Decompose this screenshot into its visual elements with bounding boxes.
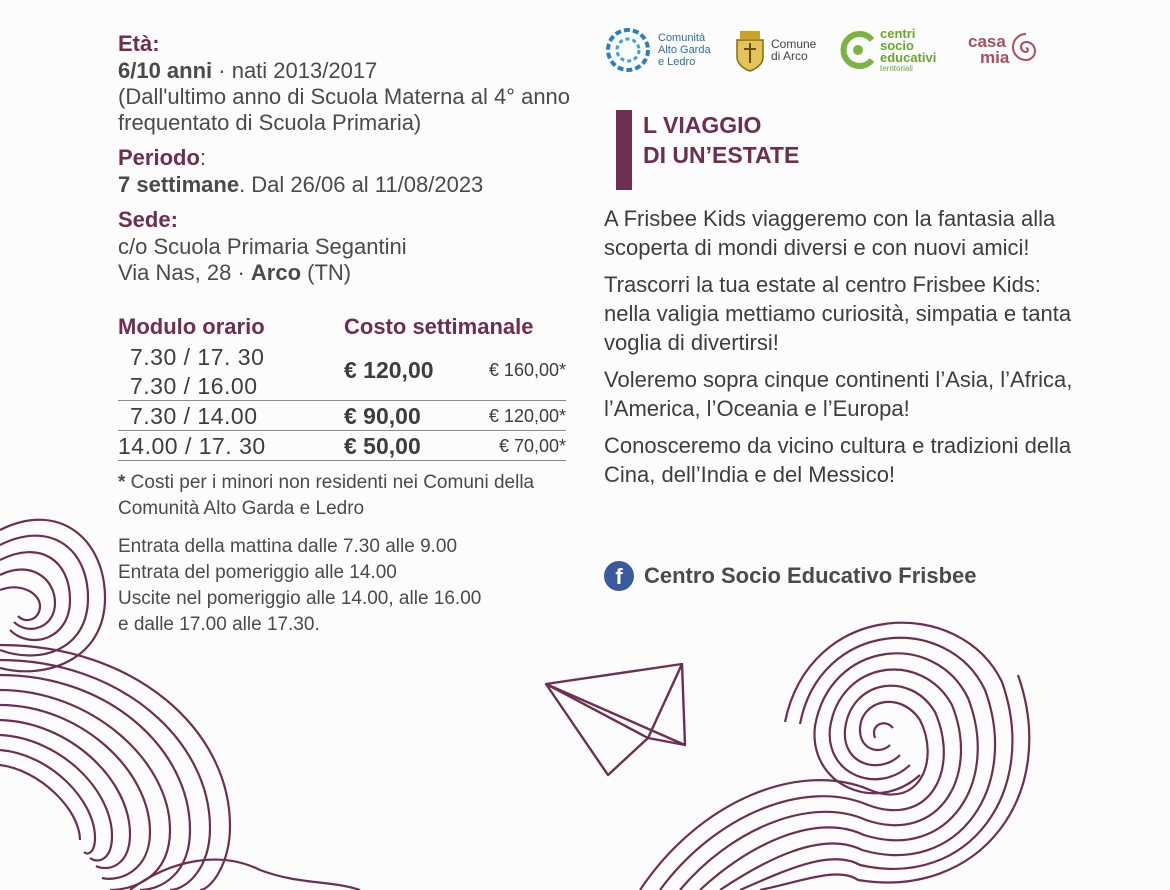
entry-time-line: Entrata del pomeriggio alle 14.00	[118, 562, 397, 583]
arco-logo	[733, 22, 816, 78]
age-block	[118, 30, 578, 136]
age-range: 6/10 anni	[118, 58, 213, 83]
birth-years: · nati 2013/2017	[212, 58, 378, 83]
paper-plane-icon	[546, 664, 685, 775]
period-dates: . Dal 26/06 al 11/08/2023	[239, 172, 484, 197]
comunita-line: Comunità	[658, 32, 706, 44]
venue-province: (TN)	[301, 260, 352, 285]
period-block	[118, 144, 578, 198]
left-top-swirl	[0, 520, 105, 672]
age-label: Età:	[118, 31, 160, 56]
heading-line: DI UN’ESTATE	[643, 142, 800, 168]
venue-block	[118, 206, 578, 286]
nonresident-price: € 70,00*	[498, 436, 566, 456]
nonresident-note	[118, 470, 558, 522]
col-header-time: Modulo orario	[118, 314, 265, 339]
entry-times	[118, 534, 558, 638]
venue-town: Arco	[250, 260, 302, 285]
centri-logo	[838, 22, 936, 78]
heading-line: L VIAGGIO	[643, 112, 762, 138]
centri-line: territoriali	[880, 63, 913, 73]
resident-price: € 120,00	[344, 357, 434, 383]
age-note: (Dall'ultimo anno di Scuola Materna al 4° anno frequentato di Scuola Primaria)	[118, 84, 571, 135]
snail-icon	[1009, 33, 1043, 67]
section-heading	[643, 110, 799, 170]
mia-word: mia	[980, 48, 1010, 67]
comune-line: di Arco	[771, 49, 808, 63]
table-row	[118, 431, 566, 461]
table-header	[118, 314, 566, 342]
description-paragraph: A Frisbee Kids viaggeremo con la fantasia alla scoperta di mondi diversi e con nuovi amici!	[604, 206, 1056, 260]
entry-time-line: e dalle 17.00 alle 17.30.	[118, 614, 320, 635]
period-label: Periodo	[118, 145, 200, 170]
resident-price: € 90,00	[344, 403, 421, 429]
description-paragraph: Voleremo sopra cinque continenti l’Asia, l’Africa, l’America, l’Oceania e l’Europa!	[604, 367, 1073, 421]
price-table	[118, 314, 566, 461]
time-slot: 7.30 / 17. 30	[130, 344, 265, 370]
table-row	[118, 401, 566, 431]
entry-time-line: Entrata della mattina dalle 7.30 alle 9.00	[118, 536, 458, 557]
right-swirl	[640, 623, 1029, 890]
casa-mia-logo	[968, 22, 1043, 78]
description-paragraph: Trascorri la tua estate al centro Frisbee Kids: nella valigia mettiamo curiosità, simpatia e tanta voglia di divertirsi!	[604, 272, 1072, 355]
arco-crest-icon	[733, 27, 767, 73]
venue-label: Sede:	[118, 207, 178, 232]
comune-line: Comune	[771, 37, 817, 51]
venue-school: c/o Scuola Primaria Segantini	[118, 234, 407, 259]
centri-line: educativi	[880, 49, 937, 65]
facebook-icon: f	[604, 561, 634, 591]
venue-street: Via Nas, 28 ·	[118, 260, 251, 285]
centri-line: socio	[880, 37, 914, 53]
centri-emblem-icon	[838, 30, 878, 70]
time-slot: 7.30 / 14.00	[130, 403, 258, 429]
comunita-emblem-icon	[602, 24, 654, 76]
description-column	[604, 204, 1074, 497]
time-slot: 7.30 / 16.00	[130, 373, 258, 399]
facebook-page-name[interactable]: Centro Socio Educativo Frisbee	[644, 563, 977, 588]
heading-accent-bar	[616, 110, 632, 190]
note-text: Costi per i minori non residenti nei Comuni della Comunità Alto Garda e Ledro	[118, 472, 535, 519]
nonresident-price: € 160,00*	[488, 360, 566, 380]
comunita-line: e Ledro	[658, 56, 696, 68]
comunita-logo	[602, 22, 711, 78]
centri-line: centri	[880, 25, 916, 41]
period-colon: :	[199, 145, 207, 170]
info-column	[118, 30, 578, 294]
left-bottom-swirl	[0, 645, 360, 890]
description-paragraph: Conosceremo da vicino cultura e tradizioni della Cina, dell’India e del Messico!	[604, 433, 1072, 487]
note-asterisk: *	[118, 472, 126, 493]
comunita-line: Alto Garda	[658, 44, 711, 56]
col-header-cost: Costo settimanale	[344, 314, 534, 339]
time-slot: 14.00 / 17. 30	[118, 433, 266, 459]
table-row	[118, 342, 566, 401]
casa-word: casa	[968, 32, 1006, 51]
nonresident-price: € 120,00*	[488, 406, 566, 426]
period-weeks: 7 settimane	[118, 172, 240, 197]
entry-time-line: Uscite nel pomeriggio alle 14.00, alle 16.00	[118, 588, 482, 609]
resident-price: € 50,00	[344, 433, 421, 459]
facebook-link[interactable]	[604, 561, 977, 591]
